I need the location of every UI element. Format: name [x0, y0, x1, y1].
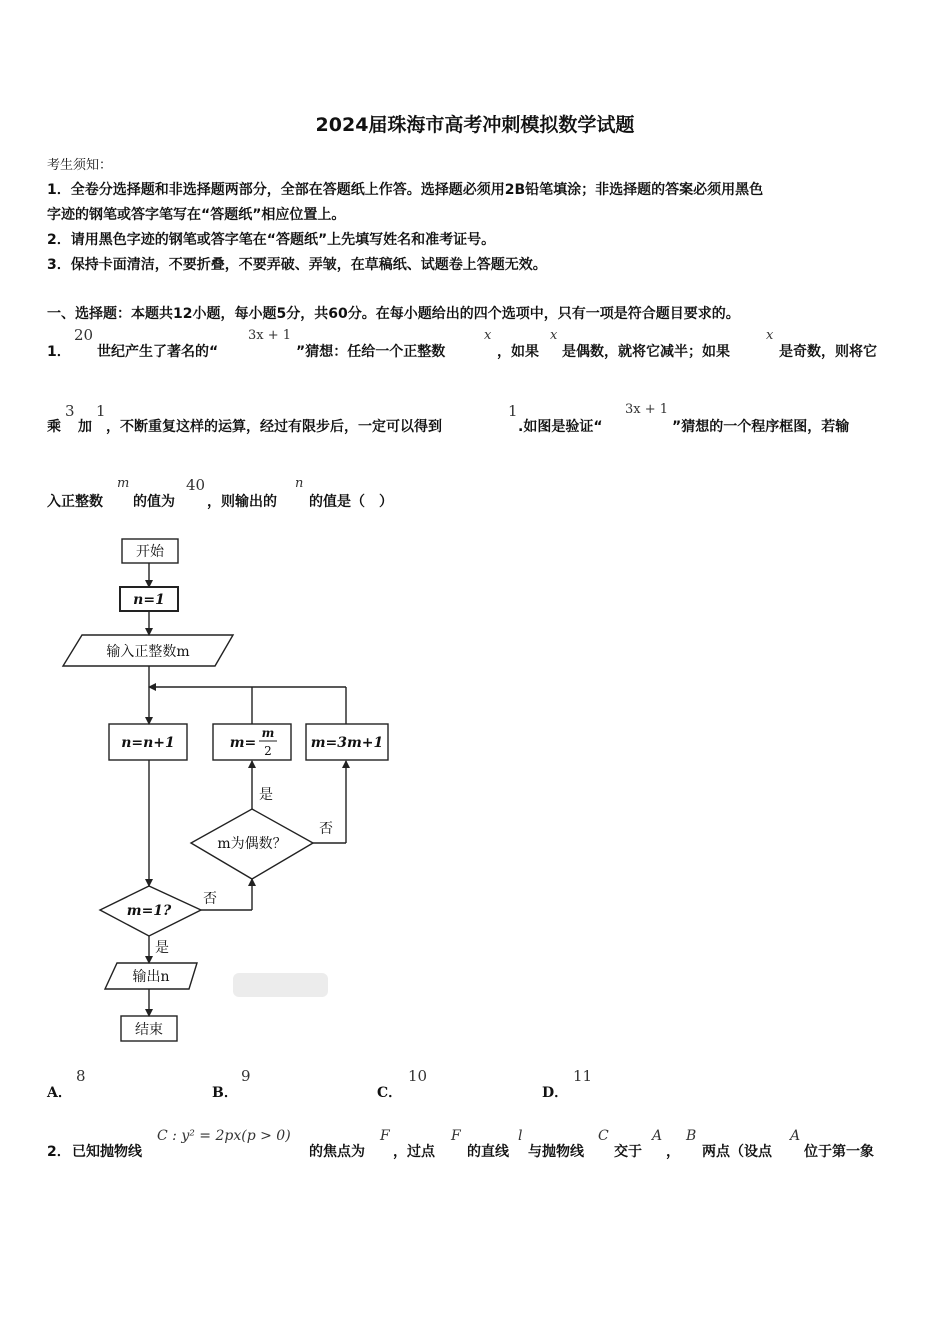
flow-half-lhs: m=	[229, 735, 257, 751]
q1-math-m: m	[117, 476, 130, 491]
q1-math-40: 40	[186, 476, 206, 494]
q1-number: 1．	[47, 344, 71, 360]
q1-math-1b: 1	[508, 402, 518, 420]
flow-init-text: n=1	[133, 592, 165, 608]
q2-math-l: l	[518, 1128, 523, 1144]
q1-text-m: ，则输出的	[207, 494, 277, 510]
flowchart	[55, 530, 395, 1060]
flow-half-num: m	[261, 726, 275, 740]
flow-input-text: 输入正整数m	[106, 644, 190, 660]
q1-text-i: .如图是验证“	[518, 419, 603, 435]
flow-no-label-2: 否	[203, 891, 217, 907]
q1-math-3: 3	[65, 402, 75, 420]
q2-text-b: 的焦点为	[309, 1144, 365, 1160]
option-d-letter: D．	[542, 1085, 569, 1101]
notice-heading: 考生须知：	[47, 158, 113, 173]
flow-no-label-1: 否	[319, 821, 333, 837]
q1-text-e: 是奇数，则将它	[779, 344, 877, 360]
notice-line-1b: 字迹的钢笔或答字笔写在“答题纸”相应位置上。	[47, 207, 346, 223]
q2-math-F2: F	[451, 1128, 461, 1144]
watermark	[233, 973, 328, 997]
q2-text-e: 与抛物线	[528, 1144, 584, 1160]
section-heading: 一、选择题：本题共12小题，每小题5分，共60分。在每小题给出的四个选项中，只有一项是符合题目要求的。	[47, 306, 740, 322]
q1-math-20: 20	[74, 326, 94, 344]
q1-text-j: ”猜想的一个程序框图，若输	[672, 419, 850, 435]
q1-math-x2: x	[550, 328, 558, 343]
q2-text-h: 两点（设点	[702, 1144, 772, 1160]
q1-math-x1: x	[484, 328, 492, 343]
q1-math-3x1: 3x + 1	[248, 328, 292, 343]
option-b-value: 9	[241, 1067, 251, 1085]
q1-text-c: ，如果	[497, 344, 539, 360]
q1-math-x3: x	[766, 328, 774, 343]
flow-one-text: m=1?	[126, 903, 172, 919]
q2-math-A1: A	[652, 1128, 663, 1144]
flow-half-den: 2	[264, 744, 272, 758]
q2-text-c: ，过点	[393, 1144, 435, 1160]
q1-math-3x1-b: 3x + 1	[625, 402, 669, 417]
notice-line-1a: 1．全卷分选择题和非选择题两部分，全部在答题纸上作答。选择题必须用2B铅笔填涂；非选择题的答案必须用黑色	[47, 182, 764, 198]
q2-math-equation: C : y² = 2px(p > 0)	[157, 1128, 291, 1144]
flow-yes-label-2: 是	[155, 940, 169, 956]
flow-yes-label-1: 是	[259, 787, 273, 803]
q2-text-i: 位于第一象	[804, 1144, 874, 1160]
flow-triple-text: m=3m+1	[310, 735, 384, 751]
q1-text-n: 的值是（ ）	[309, 494, 393, 510]
q2-math-F1: F	[380, 1128, 390, 1144]
option-a-value: 8	[76, 1067, 86, 1085]
q1-text-g: 加	[78, 419, 92, 435]
flow-even-text: m为偶数？	[217, 836, 287, 852]
notice-line-3: 3．保持卡面清洁，不要折叠，不要弄破、弄皱，在草稿纸、试题卷上答题无效。	[47, 257, 547, 273]
q2-text-f: 交于	[614, 1144, 642, 1160]
q2-text-a: 已知抛物线	[72, 1144, 142, 1160]
q1-text-b: ”猜想：任给一个正整数	[296, 344, 446, 360]
q1-text-f: 乘	[47, 419, 61, 435]
q1-text-d: 是偶数，就将它减半；如果	[562, 344, 730, 360]
option-b-letter: B．	[212, 1085, 238, 1101]
option-c-value: 10	[408, 1067, 428, 1085]
option-a-letter: A．	[47, 1085, 72, 1101]
q1-math-n: n	[295, 476, 304, 491]
q1-text-a: 世纪产生了著名的“	[97, 344, 219, 360]
q2-math-A2: A	[790, 1128, 801, 1144]
q1-math-1a: 1	[96, 402, 106, 420]
q2-math-B: B	[686, 1128, 697, 1144]
page-title: 2024届珠海市高考冲刺模拟数学试题	[315, 114, 635, 136]
q1-text-h: ，不断重复这样的运算，经过有限步后，一定可以得到	[106, 419, 442, 435]
notice-line-2: 2．请用黑色字迹的钢笔或答字笔在“答题纸”上先填写姓名和准考证号。	[47, 232, 496, 248]
flow-output-text: 输出n	[132, 969, 170, 985]
q2-text-g: ，	[666, 1144, 680, 1160]
flow-inc-text: n=n+1	[121, 735, 175, 751]
flow-end-text: 结束	[135, 1022, 163, 1038]
q2-math-C: C	[598, 1128, 609, 1144]
flow-start-text: 开始	[136, 544, 164, 560]
q1-text-k: 入正整数	[47, 494, 103, 510]
q2-number: 2．	[47, 1144, 71, 1160]
option-c-letter: C．	[377, 1085, 403, 1101]
q1-text-l: 的值为	[133, 494, 175, 510]
option-d-value: 11	[573, 1067, 593, 1085]
q2-text-d: 的直线	[467, 1144, 509, 1160]
